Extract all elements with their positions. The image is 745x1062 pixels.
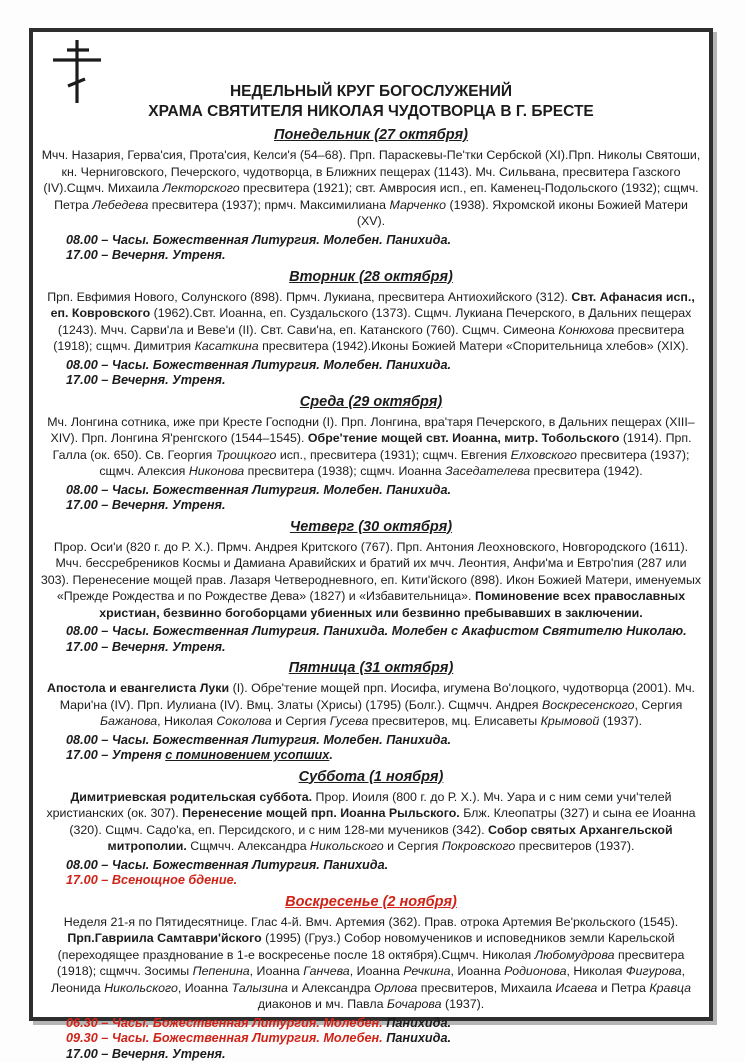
service-line: 08.00 – Часы. Божественная Литургия. Панихида. Молебен с Акафистом Святителю Николаю. [66,624,702,640]
day-header: Воскресенье (2 ноября) [40,894,702,911]
service-times [40,358,702,389]
service-times [40,858,702,889]
day-header: Пятница (31 октября) [40,660,702,677]
day-description: Мч. Лонгина сотника, иже при Кресте Господни (I). Прп. Лонгина, вра'таря Печерского, в Дальних пещерах (XIII–XIV). Прп. Лонгина Я'ренгского (1544–1545). Обре'тение мощей свт. Иоанна, митр. Тобольского (1914). Прп. Галла (ок. 650). Св. Георгия Троицкого исп., пресвитера (1931); сщмч. Евгения Елховского пресвитера (1937); сщмч. Алексия Никонова пресвитера (1938); сщмч. Иоанна Заседателева пресвитера (1942). [40,414,702,480]
service-line: 17.00 – Вечерня. Утреня. [66,248,702,264]
page-title-line1: НЕДЕЛЬНЫЙ КРУГ БОГОСЛУЖЕНИЙ [40,82,702,102]
service-times [40,1016,702,1062]
day-description: Димитриевская родительская суббота. Прор. Иоиля (800 г. до Р. Х.). Мч. Уара и с ним семи учи'телей христианских (ок. 307). Перенесение мощей прп. Иоанна Рыльского. Блж. Клеопатры (327) и сына ее Иоанна (320). Сщмч. Садо'ка, еп. Персидского, и с ним 128-ми мучеников (342). Собор святых Архангельской митрополии. Сщмчч. Александра Никольского и Сергия Покровского пресвитеров (1937). [40,789,702,855]
service-line: 06.30 – Часы. Божественная Литургия. Молебен. Панихида. [66,1016,702,1032]
day-section-wednesday [40,394,702,514]
service-line: 17.00 – Утреня с поминовением усопших. [66,748,702,764]
day-description: Неделя 21-я по Пятидесятнице. Глас 4-й. Вмч. Артемия (362). Прав. отрока Артемия Ве'ркольского (1545). Прп.Гавриила Самтаври'йского (1995) (Груз.) Собор новомучеников и исповедников земли Карельской (переходящее празднование в 1-е воскресенье после 18 октября).Сщмч. Николая Любомудрова пресвитера (1918); сщмчч. Зосимы Пепенина, Иоанна Ганчева, Иоанна Речкина, Иоанна Родионова, Николая Фигурова, Леонида Никольского, Иоанна Талызина и Александра Орлова пресвитеров, Михаила Исаева и Петра Кравца диаконов и мч. Павла Бочарова (1937). [40,914,702,1013]
service-line: 08.00 – Часы. Божественная Литургия. Панихида. [66,858,702,874]
service-line: 17.00 – Вечерня. Утреня. [66,498,702,514]
service-line: 17.00 – Вечерня. Утреня. [66,373,702,389]
day-description: Прор. Оси'и (820 г. до Р. Х.). Прмч. Андрея Критского (767). Прп. Антония Леохновского, Новгородского (1611). Мчч. бессребреников Космы и Дамиана Аравийских и братий их мчч. Леонтия, Анфи'ма и Евтро'пия (287 или 303). Перенесение мощей прав. Лазаря Четверодневного, еп. Кити'йского (898). Икон Божией Матери, именуемых «Прежде Рождества и по Рождестве Дева» (1827) и «Избавительница». Поминовение всех православных христиан, безвинно богоборцами убиенных или безвинно пребывавших в заключении. [40,539,702,622]
service-line: 08.00 – Часы. Божественная Литургия. Молебен. Панихида. [66,233,702,249]
day-description: Мчч. Назария, Герва'сия, Прота'сия, Келси'я (54–68). Прп. Параскевы-Пе'тки Сербской (XI).Прп. Николы Святоши, кн. Черниговского, Печерского, чудотворца, в Ближних пещерах (1143). Мч. Сильвана, пресвитера Газского (IV).Сщмч. Михаила Лекторского пресвитера (1921); свт. Амвросия исп., еп. Каменец-Подольского (1932); сщмч. Петра Лебедева пресвитера (1937); прмч. Максимилиана Марченко (1938). Яхромской иконы Божией Матери (XV). [40,147,702,230]
day-header: Суббота (1 ноября) [40,769,702,786]
service-line: 17.00 – Вечерня. Утреня. [66,640,702,656]
day-header: Среда (29 октября) [40,394,702,411]
service-times [40,483,702,514]
orthodox-cross-icon [47,37,103,109]
day-description: Апостола и евангелиста Луки (I). Обре'тение мощей прп. Иосифа, игумена Во'лоцкого, чудотворца (2001). Мч. Мари'на (IV). Прп. Иулиана (IV). Вмц. Златы (Хрисы) (1795) (Болг.). Сщмчч. Андрея Воскресенского, Сергия Бажанова, Николая Соколова и Сергия Гусева пресвитеров, мц. Елисаветы Крымовой (1937). [40,680,702,730]
page-title [40,82,702,122]
day-section-thursday [40,519,702,656]
day-header: Вторник (28 октября) [40,269,702,286]
day-header: Понедельник (27 октября) [40,127,702,144]
day-description: Прп. Евфимия Нового, Солунского (898). Прмч. Лукиана, пресвитера Антиохийского (312). Свт. Афанасия исп., еп. Ковровского (1962).Свт. Иоанна, еп. Суздальского (1373). Сщмч. Лукиана Печерского, в Дальних пещерах (1243). Мчч. Сарви'ла и Веве'и (II). Свт. Сави'на, еп. Катанского (760). Сщмч. Симеона Конюхова пресвитера (1918); сщмч. Димитрия Касаткина пресвитера (1942).Иконы Божией Матери «Спорительница хлебов» (XIX). [40,289,702,355]
page-title-line2: ХРАМА СВЯТИТЕЛЯ НИКОЛАЯ ЧУДОТВОРЦА В Г. БРЕСТЕ [40,102,702,122]
service-line: 08.00 – Часы. Божественная Литургия. Молебен. Панихида. [66,483,702,499]
day-section-saturday [40,769,702,889]
service-times [40,233,702,264]
service-line: 17.00 – Всенощное бдение. [66,873,702,889]
service-line: 08.00 – Часы. Божественная Литургия. Молебен. Панихида. [66,358,702,374]
service-line: 17.00 – Вечерня. Утреня. [66,1047,702,1062]
day-section-sunday [40,894,702,1062]
service-times [40,733,702,764]
service-times [40,624,702,655]
day-section-friday [40,660,702,764]
day-section-tuesday [40,269,702,389]
day-section-monday [40,127,702,264]
service-line: 09.30 – Часы. Божественная Литургия. Молебен. Панихида. [66,1031,702,1047]
service-line: 08.00 – Часы. Божественная Литургия. Молебен. Панихида. [66,733,702,749]
day-header: Четверг (30 октября) [40,519,702,536]
schedule-page [29,28,713,1021]
